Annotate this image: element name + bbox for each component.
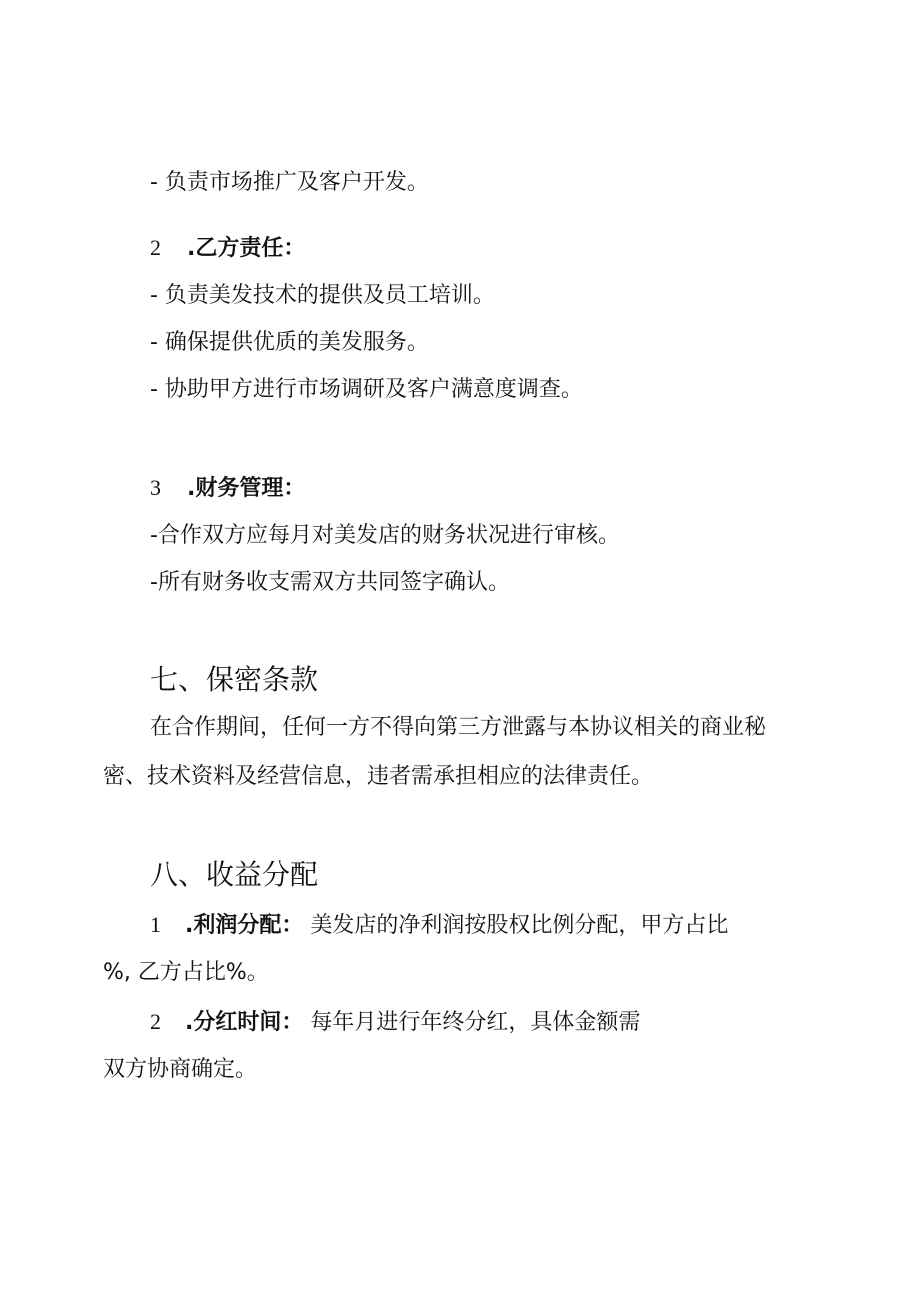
- bullet-marketing: - 负责市场推广及客户开发。: [150, 170, 429, 195]
- bullet-market-research: - 协助甲方进行市场调研及客户满意度调查。: [150, 377, 583, 402]
- item-number: 1: [150, 912, 161, 937]
- bullet-quality-service: - 确保提供优质的美发服务。: [150, 330, 429, 355]
- item-number: 2: [150, 235, 161, 260]
- section-heading-profit-distribution: 八、收益分配: [150, 858, 319, 891]
- item-text: 美发店的净利润按股权比例分配，甲方占比: [310, 913, 729, 938]
- item-profit-allocation: [150, 910, 728, 941]
- bullet-monthly-audit: -合作双方应每月对美发店的财务状况进行审核。: [150, 523, 620, 548]
- item-text: 每年月进行年终分红，具体金额需: [310, 1010, 641, 1035]
- item-profit-allocation-cont: %, 乙方占比%。: [103, 960, 269, 985]
- item-number: 3: [150, 475, 161, 500]
- section-heading-confidentiality: 七、保密条款: [150, 663, 319, 696]
- confidentiality-text-line1: 在合作期间，任何一方不得向第三方泄露与本协议相关的商业秘: [150, 715, 767, 740]
- item-party-b-heading: [150, 233, 305, 264]
- item-dividend-time: [150, 1007, 640, 1038]
- bullet-tech-training: - 负责美发技术的提供及员工培训。: [150, 283, 495, 308]
- bullet-joint-signature: -所有财务收支需双方共同签字确认。: [150, 570, 510, 595]
- item-title: .利润分配：: [185, 913, 304, 938]
- item-title: .分红时间：: [185, 1010, 304, 1035]
- item-number: 2: [150, 1009, 161, 1034]
- item-title: .财务管理：: [187, 476, 306, 501]
- item-title: .乙方责任：: [187, 236, 306, 261]
- item-finance-heading: [150, 473, 305, 504]
- confidentiality-text-line2: 密、技术资料及经营信息，违者需承担相应的法律责任。: [103, 764, 654, 789]
- item-dividend-time-cont: 双方协商确定。: [103, 1057, 258, 1082]
